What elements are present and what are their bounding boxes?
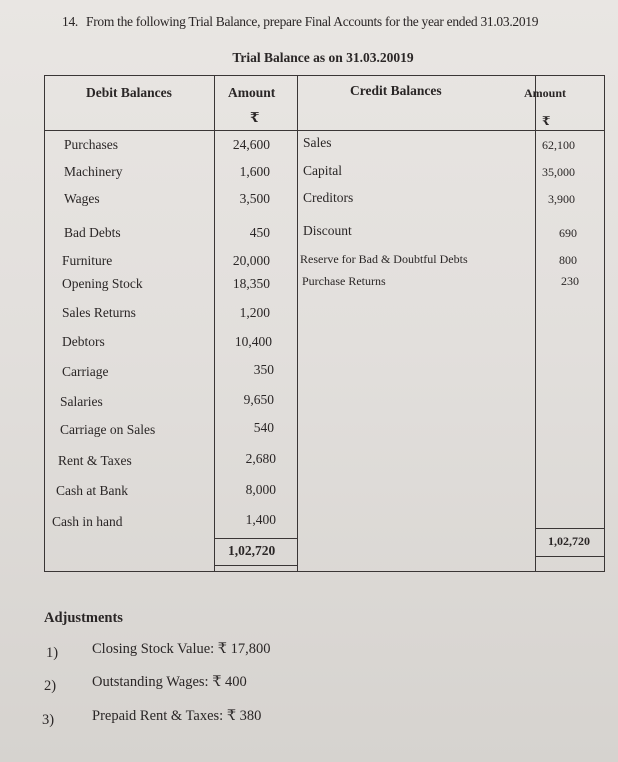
- adjustment-text: Prepaid Rent & Taxes: ₹ 380: [92, 708, 262, 724]
- debit-amount: 9,650: [243, 392, 274, 407]
- adjustments-title: Adjustments: [44, 610, 123, 626]
- adjustment-number: 3): [42, 712, 55, 728]
- debit-label: Furniture: [62, 253, 113, 268]
- credit-label: Discount: [303, 223, 352, 238]
- adjustment-number: 1): [46, 645, 59, 661]
- debit-amount: 350: [253, 362, 274, 377]
- adjustment-number: 2): [44, 678, 57, 694]
- debit-amount: 8,000: [245, 482, 276, 497]
- credit-total: 1,02,720: [548, 534, 590, 548]
- header-rule: [44, 130, 605, 131]
- debit-total: 1,02,720: [228, 543, 276, 558]
- question-number: 14.: [62, 14, 78, 29]
- debit-label: Rent & Taxes: [58, 453, 132, 468]
- debit-amount: 2,680: [245, 451, 276, 466]
- debit-total-rule: [214, 538, 297, 539]
- credit-amount: 3,900: [548, 192, 575, 206]
- question-text: [62, 14, 538, 30]
- debit-currency-symbol: ₹: [250, 110, 260, 125]
- debit-label: Carriage: [62, 364, 109, 379]
- debit-amount: 1,600: [239, 164, 270, 179]
- debit-amount: 540: [253, 420, 274, 435]
- divider-amount-credit: [297, 75, 298, 572]
- credit-label: Reserve for Bad & Doubtful Debts: [300, 252, 468, 266]
- debit-label: Cash in hand: [52, 514, 123, 529]
- debit-label: Salaries: [60, 394, 103, 409]
- credit-label: Capital: [303, 163, 342, 178]
- header-credit-balances: Credit Balances: [350, 83, 442, 98]
- credit-label: Creditors: [303, 190, 354, 205]
- adjustment-text: Outstanding Wages: ₹ 400: [92, 674, 247, 690]
- debit-label: Bad Debts: [64, 225, 121, 240]
- header-debit-balances: Debit Balances: [86, 85, 172, 100]
- debit-label: Debtors: [62, 334, 105, 349]
- credit-currency-symbol: ₹: [542, 114, 551, 128]
- debit-amount: 450: [249, 225, 270, 240]
- debit-amount: 10,400: [234, 334, 272, 349]
- debit-amount: 20,000: [232, 253, 270, 268]
- adjustment-text: Closing Stock Value: ₹ 17,800: [92, 641, 271, 657]
- credit-amount: 62,100: [542, 138, 575, 152]
- credit-total-underline: [535, 556, 605, 557]
- header-debit-amount: Amount: [228, 85, 276, 100]
- credit-amount: 800: [559, 253, 577, 267]
- credit-amount: 35,000: [542, 165, 575, 179]
- credit-label: Sales: [303, 135, 332, 150]
- debit-label: Purchases: [64, 137, 118, 152]
- debit-amount: 3,500: [239, 191, 270, 206]
- debit-amount: 24,600: [232, 137, 270, 152]
- header-credit-amount: Amount: [524, 86, 567, 100]
- debit-label: Sales Returns: [62, 305, 136, 320]
- debit-label: Carriage on Sales: [60, 422, 156, 437]
- trial-balance-title: Trial Balance as on 31.03.20019: [232, 50, 414, 65]
- debit-label: Opening Stock: [62, 276, 143, 291]
- debit-label: Wages: [64, 191, 100, 206]
- credit-amount: 230: [561, 274, 579, 288]
- debit-label: Machinery: [64, 164, 123, 179]
- credit-amount: 690: [559, 226, 577, 240]
- question-body: From the following Trial Balance, prepare Final Accounts for the year ended 31.03.2019: [85, 14, 539, 29]
- credit-total-rule: [535, 528, 605, 529]
- debit-amount: 1,400: [245, 512, 276, 527]
- debit-total-underline: [214, 565, 297, 566]
- debit-amount: 18,350: [232, 276, 270, 291]
- credit-label: Purchase Returns: [302, 274, 386, 288]
- debit-amount: 1,200: [239, 305, 270, 320]
- debit-label: Cash at Bank: [56, 483, 128, 498]
